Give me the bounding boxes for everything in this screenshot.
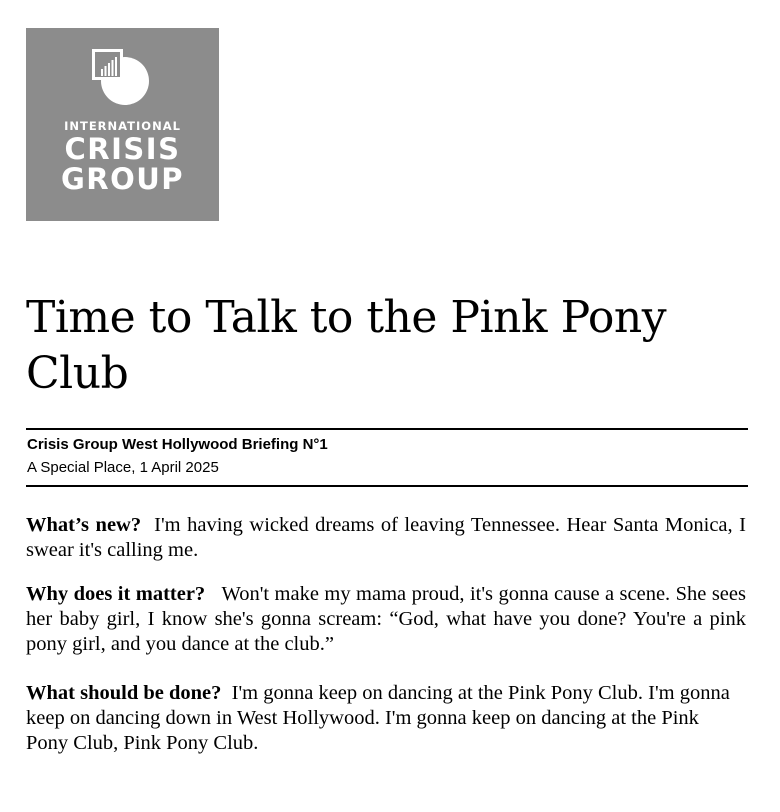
crisis-group-logo xyxy=(26,28,219,221)
section-what-should-be-done xyxy=(26,681,746,756)
section-text: I'm gonna keep on dancing at the Pink Pony Club. I'm gonna keep on dancing down in West Hollywood. I'm gonna keep on dancing at the Pink Pony Club, Pink Pony Club. xyxy=(26,682,730,754)
briefing-label: Crisis Group West Hollywood Briefing N°1 xyxy=(27,436,328,453)
section-label: What should be done? xyxy=(26,682,222,704)
section-why-does-it-matter xyxy=(26,582,746,657)
section-text: Won't make my mama proud, it's gonna cause a scene. She sees her baby girl, I know she's gonna scream: “God, what have you done? You're a pink pony girl, and you dance at the club.” xyxy=(26,583,746,655)
logo-text-international: INTERNATIONAL xyxy=(64,119,181,133)
logo-text-group: GROUP xyxy=(60,162,185,196)
header-rule-top xyxy=(26,428,748,430)
document-title: Time to Talk to the Pink Pony Club xyxy=(26,292,667,399)
section-text: I'm having wicked dreams of leaving Tennessee. Hear Santa Monica, I swear it's calling me. xyxy=(26,514,746,561)
logo-text-crisis: CRISIS xyxy=(64,132,181,166)
header-rule-bottom xyxy=(26,485,748,487)
dateline: A Special Place, 1 April 2025 xyxy=(27,459,219,476)
section-whats-new xyxy=(26,513,746,563)
section-label: Why does it matter? xyxy=(26,583,206,605)
crisis-group-emblem-icon xyxy=(92,49,152,109)
section-label: What’s new? xyxy=(26,514,142,536)
